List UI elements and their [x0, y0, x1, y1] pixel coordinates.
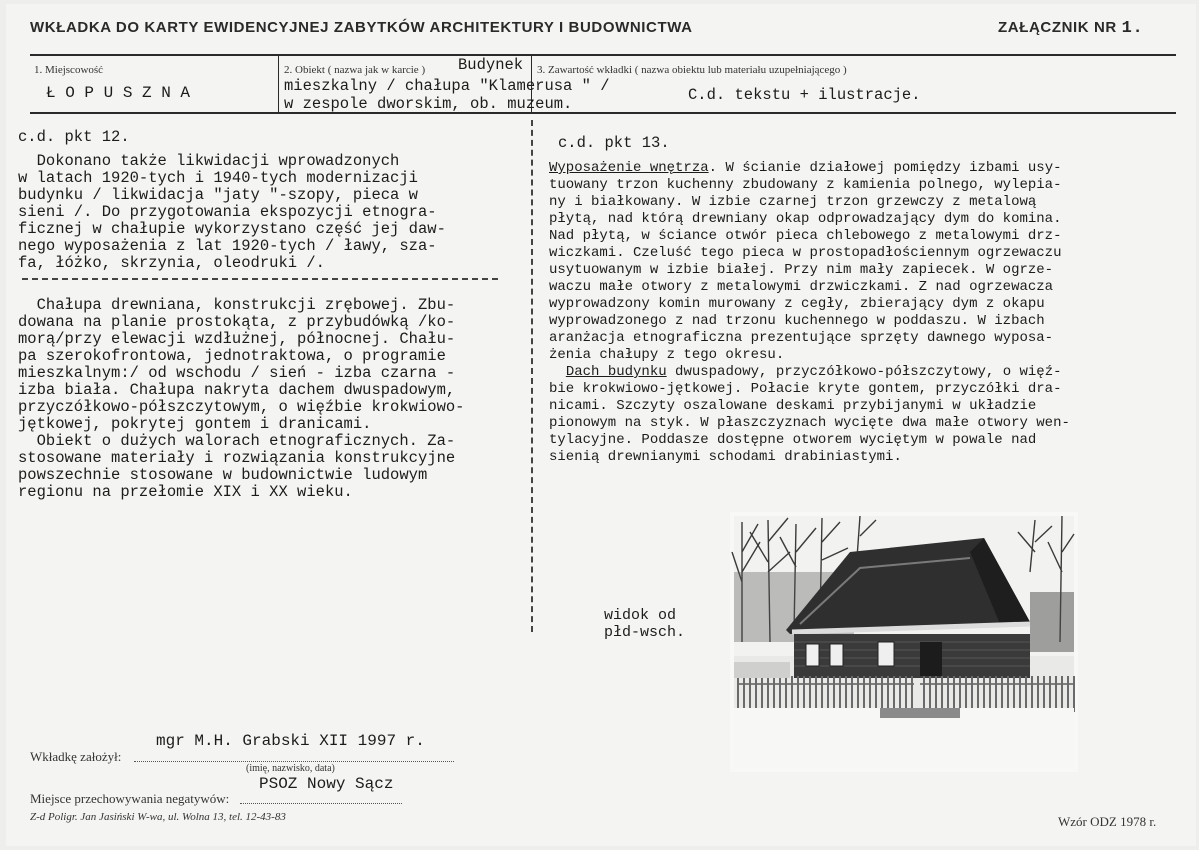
- storage-dotted-line: [240, 803, 402, 804]
- left-heading: c.d. pkt 12.: [18, 128, 130, 146]
- left-p1-line: budynku / likwidacja "jaty "-szopy, pieca w: [18, 186, 418, 204]
- left-p2-line: powszechnie stosowane w budownictwie ludowym: [18, 466, 428, 484]
- left-p2-line: przyczółkowo-półszczytowym, o więźbie krokwiowo-: [18, 398, 465, 416]
- left-p2-line: jętkowej, pokrytej gontem i dranicami.: [18, 415, 372, 433]
- left-p2-line: izba biała. Chałupa nakryta dachem dwuspadowym,: [18, 381, 456, 399]
- left-p1-line: Dokonano także likwidacji wprowadzonych: [18, 153, 400, 170]
- attachment-label-text: ZAŁĄCZNIK NR: [998, 19, 1117, 36]
- left-paragraph-2: [18, 297, 523, 501]
- field-divider-1: [278, 55, 279, 113]
- right-p2-line: sienią drewnianymi schodami drabiniastymi.: [549, 449, 902, 465]
- storage-label: Miejsce przechowywania negatywów:: [30, 791, 230, 806]
- header-rule-top: [30, 54, 1176, 56]
- author-value: mgr M.H. Grabski XII 1997 r.: [156, 732, 425, 750]
- right-heading: c.d. pkt 13.: [558, 134, 670, 152]
- right-paragraph-2: [549, 364, 1183, 466]
- column-divider: [531, 120, 533, 632]
- locality-label: 1. Miejscowość: [34, 64, 104, 76]
- left-p2-line: pa szerokofrontowa, jednotraktowa, o programie: [18, 347, 446, 365]
- left-separator: [22, 278, 498, 280]
- right-paragraph-1: [549, 160, 1183, 364]
- photo-caption-line-2: płd-wsch.: [604, 624, 686, 641]
- right-p1-line: aranżacja etnograficzna prezentujące sprzęty dawnego wyposa-: [549, 330, 1054, 346]
- left-p1-line: nego wyposażenia z lat 1920-tych / ławy, sza-: [18, 237, 437, 255]
- right-p2-first-line: [549, 364, 1183, 381]
- left-p1-line: ficznej w chałupie wykorzystano część jej daw-: [18, 220, 446, 238]
- right-p1-line: . W ścianie działowej pomiędzy izbami usy-: [708, 160, 1062, 176]
- right-p1-line: żenia chałupy z tego okresu.: [549, 347, 785, 363]
- left-paragraph-1: [18, 153, 523, 272]
- attachment-label: [998, 19, 1143, 38]
- object-value-line-3: w zespole dworskim, ob. muzeum.: [284, 95, 573, 113]
- right-p2-line: nicami. Szczyty oszalowane deskami przybijanymi w układzie: [549, 398, 1037, 414]
- photo-caption-line-1: widok od: [604, 607, 677, 624]
- right-p2-line: tylacyjne. Poddasze dostępne otworem wyciętym w powale nad: [549, 432, 1037, 448]
- right-p2-title: Dach budynku: [565, 364, 667, 380]
- right-p1-line: wiczkami. Czeluść tego pieca w prostopadłościennym ogrzewaczu: [549, 245, 1062, 261]
- right-p1-line: wyprowadzonego z nad trzonu kuchennego w poddaszu. W izbach: [549, 313, 1045, 329]
- attachment-number: 1.: [1121, 19, 1144, 38]
- right-p1-line: waczu małe otwory z metalowymi drzwiczkami. Z nad ogrzewacza: [549, 279, 1054, 295]
- left-p2-line: regionu na przełomie XIX i XX wieku.: [18, 483, 353, 501]
- left-p1-line: w latach 1920-tych i 1940-tych modernizacji: [18, 169, 418, 187]
- left-p2-line: dowana na planie prostokąta, z przybudówką /ko-: [18, 313, 456, 331]
- object-label: 2. Obiekt ( nazwa jak w karcie ): [284, 64, 426, 76]
- form-version: Wzór ODZ 1978 r.: [1058, 814, 1157, 829]
- author-hint: (imię, nazwisko, data): [246, 763, 335, 774]
- right-p1-line: tuowany trzon kuchenny zbudowany z kamienia polnego, wylepia-: [549, 177, 1062, 193]
- left-p2-line: Chałupa drewniana, konstrukcji zrębowej. Zbu-: [18, 297, 456, 314]
- right-p1-line: płytą, nad którą drewniany okap odprowadzający dym do komina.: [549, 211, 1062, 227]
- right-p1-title: Wyposażenie wnętrza: [549, 160, 709, 176]
- left-p2-line: mieszkalnym:/ od wschodu / sień - izba czarna -: [18, 364, 456, 382]
- left-p2-line: stosowane materiały i rozwiązania konstrukcyjne: [18, 449, 456, 467]
- author-label: Wkładkę założył:: [30, 749, 122, 764]
- left-p1-line: fa, łóżko, skrzynia, oleodruki /.: [18, 254, 325, 272]
- right-p1-line: wyprowadzony komin murowany z cegły, zbierający dym z okapu: [549, 296, 1045, 312]
- header-rule-bottom: [30, 112, 1176, 114]
- cottage-photo-image: [730, 512, 1078, 772]
- cottage-photo: [730, 512, 1078, 772]
- object-value-line-2: mieszkalny / chałupa "Klamerusa " /: [284, 77, 610, 95]
- left-p2-line: morą/przy elewacji wzdłużnej, północnej. Chału-: [18, 330, 456, 348]
- right-p1-first-line: [549, 160, 1183, 177]
- right-p2-line: bie krokwiowo-jętkowej. Połacie kryte gontem, przyczółki dra-: [549, 381, 1062, 397]
- left-p2-line: Obiekt o dużych walorach etnograficznych. Za-: [18, 432, 456, 450]
- object-value-line-1: Budynek: [458, 56, 524, 74]
- printer-imprint: Z-d Poligr. Jan Jasiński W-wa, ul. Wolna 13, tel. 12-43-83: [30, 811, 286, 823]
- author-dotted-line: [134, 761, 454, 762]
- storage-value: PSOZ Nowy Sącz: [259, 775, 394, 793]
- locality-value: Ł O P U S Z N A: [46, 84, 191, 102]
- left-p1-line: sieni /. Do przygotowania ekspozycji etnogra-: [18, 203, 437, 221]
- content-value: C.d. tekstu + ilustracje.: [688, 86, 921, 104]
- right-p2-line: dwuspadowy, przyczółkowo-półszczytowy, o więź-: [666, 364, 1062, 380]
- right-p2-line: pionowym na styk. W płaszczyznach wycięte dwa małe otwory wen-: [549, 415, 1070, 431]
- right-p1-line: Nad płytą, w ściance otwór pieca chlebowego z metalowymi drz-: [549, 228, 1062, 244]
- right-p1-line: ny i białkowany. W izbie czarnej trzon grzewczy z metalową: [549, 194, 1037, 210]
- right-p1-line: usytuowanym w izbie białej. Przy nim mały zapiecek. W ogrze-: [549, 262, 1054, 278]
- content-label: 3. Zawartość wkładki ( nazwa obiektu lub materiału uzupełniającego ): [537, 64, 847, 76]
- form-title: WKŁADKA DO KARTY EWIDENCYJNEJ ZABYTKÓW ARCHITEKTURY I BUDOWNICTWA: [30, 19, 693, 36]
